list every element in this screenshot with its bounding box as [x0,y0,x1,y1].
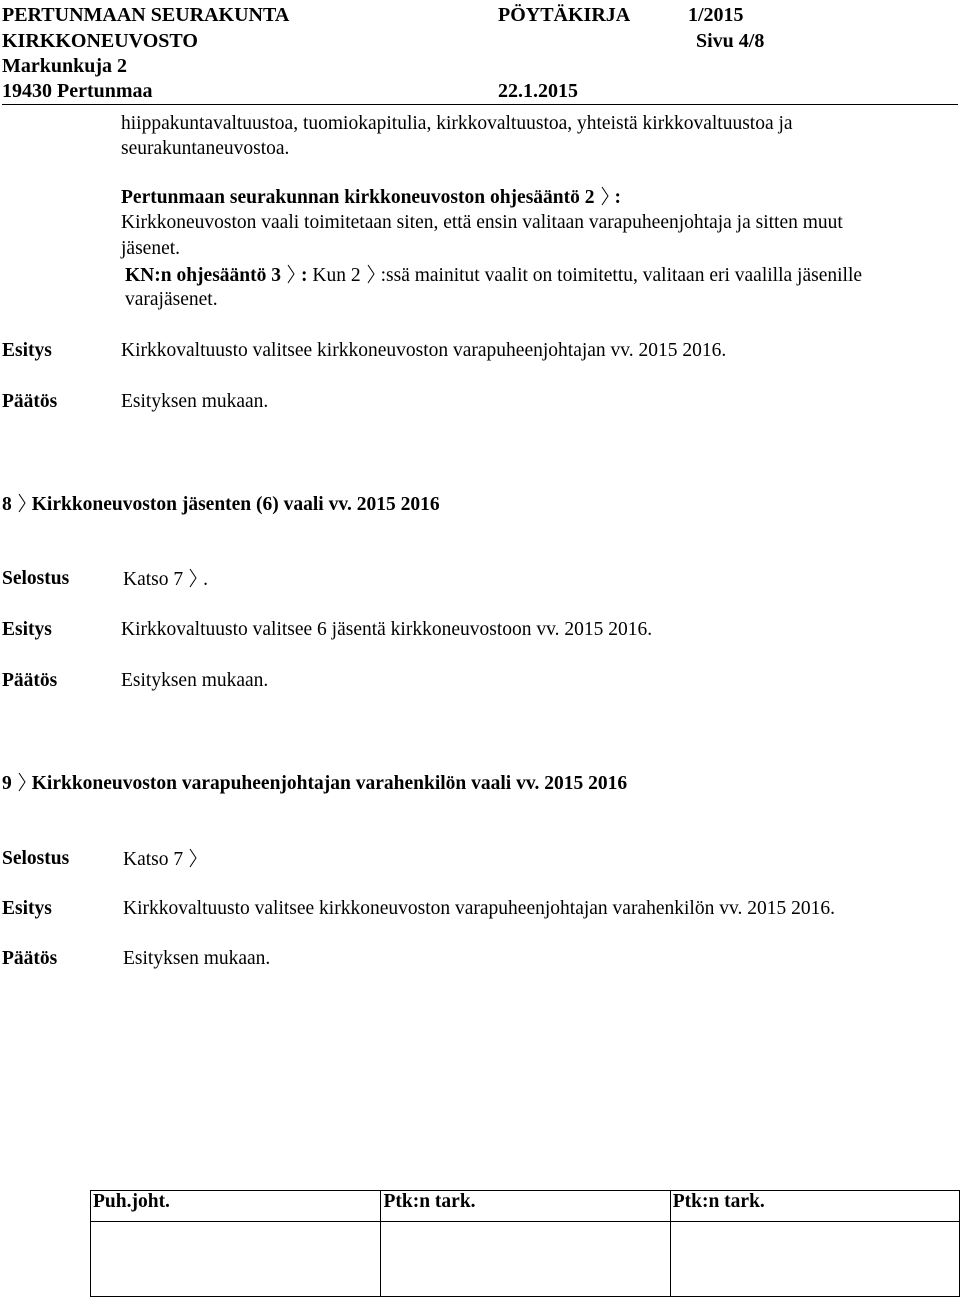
rule-title-text: Pertunmaan seurakunnan kirkkoneuvoston ohjesääntö 2 [121,187,595,208]
kn-rule-colon: : [301,265,308,286]
paatos-text: Esityksen mukaan. [121,391,269,412]
signature-field-chair[interactable] [91,1222,381,1297]
signature-table [90,1190,960,1297]
signature-field-checker-1[interactable] [381,1222,670,1297]
kn-rule-text-post: :ssä mainitut vaalit on toimitettu, valitaan eri vaalilla jäsenille [380,265,863,286]
rule-line-1: Kirkkoneuvoston vaali toimitetaan siten, että ensin valitaan varapuheenjohtaja ja sitten muut [121,212,843,233]
esitys-text: Kirkkovaltuusto valitsee kirkkoneuvoston varapuheenjohtajan vv. 2015 2016. [121,340,727,361]
section-8-heading [2,493,440,516]
intro-line-2: seurakuntaneuvostoa. [121,138,290,159]
rule-title [121,186,621,209]
esitys-label: Esitys [2,340,52,361]
section-8-title: Kirkkoneuvoston jäsenten (6) vaali vv. 2015 2016 [31,494,440,515]
esitys-label: Esitys [2,898,52,919]
selostus-text [123,848,203,871]
kn-rule-title: KN:n ohjesääntö 3 [125,265,282,286]
signature-header-chair: Puh.joht. [91,1191,381,1222]
paatos-label: Päätös [2,948,58,969]
signature-header-checker-1: Ptk:n tark. [381,1191,670,1222]
paatos-label: Päätös [2,670,58,691]
kn-rule-line-2: varajäsenet. [125,289,218,310]
section-sign-icon [18,772,26,792]
rule-title-colon: : [614,187,622,208]
section-sign-icon [189,568,197,588]
section-sign-icon [601,186,609,206]
section-sign-icon [367,264,375,284]
selostus-label: Selostus [2,568,70,589]
header-divider [2,104,958,105]
document-type: PÖYTÄKIRJA [498,4,631,26]
paatos-label: Päätös [2,391,58,412]
selostus-ref: Katso 7 [123,569,184,590]
section-sign-icon [287,264,295,284]
signature-header-checker-2: Ptk:n tark. [670,1191,959,1222]
body-name: KIRKKONEUVOSTO [2,30,198,52]
esitys-label: Esitys [2,619,52,640]
esitys-text: Kirkkovaltuusto valitsee 6 jäsentä kirkkoneuvostoon vv. 2015 2016. [121,619,653,640]
section-9-number: 9 [2,773,12,794]
paatos-text: Esityksen mukaan. [121,670,269,691]
street-address: Markunkuja 2 [2,55,128,77]
document-number: 1/2015 [688,4,744,26]
selostus-ref: Katso 7 [123,849,184,870]
rule-line-2: jäsenet. [121,238,181,259]
section-8-number: 8 [2,494,12,515]
section-9-heading [2,772,627,795]
intro-line-1: hiippakuntavaltuustoa, tuomiokapitulia, kirkkovaltuustoa, yhteistä kirkkovaltuustoa ja [121,113,793,134]
kn-rule-text-pre: Kun 2 [312,265,361,286]
kn-rule [125,264,862,287]
paatos-text: Esityksen mukaan. [123,948,271,969]
selostus-text [123,568,208,591]
section-sign-icon [18,493,26,513]
org-name: PERTUNMAAN SEURAKUNTA [2,4,290,26]
selostus-period: . [203,569,208,590]
signature-field-checker-2[interactable] [670,1222,959,1297]
selostus-label: Selostus [2,848,70,869]
esitys-text: Kirkkovaltuusto valitsee kirkkoneuvoston varapuheenjohtajan varahenkilön vv. 2015 2016. [123,898,835,919]
page-number: Sivu 4/8 [696,30,765,52]
meeting-date: 22.1.2015 [498,80,578,102]
section-sign-icon [189,848,197,868]
postal-address: 19430 Pertunmaa [2,80,153,102]
section-9-title: Kirkkoneuvoston varapuheenjohtajan varahenkilön vaali vv. 2015 2016 [31,773,628,794]
